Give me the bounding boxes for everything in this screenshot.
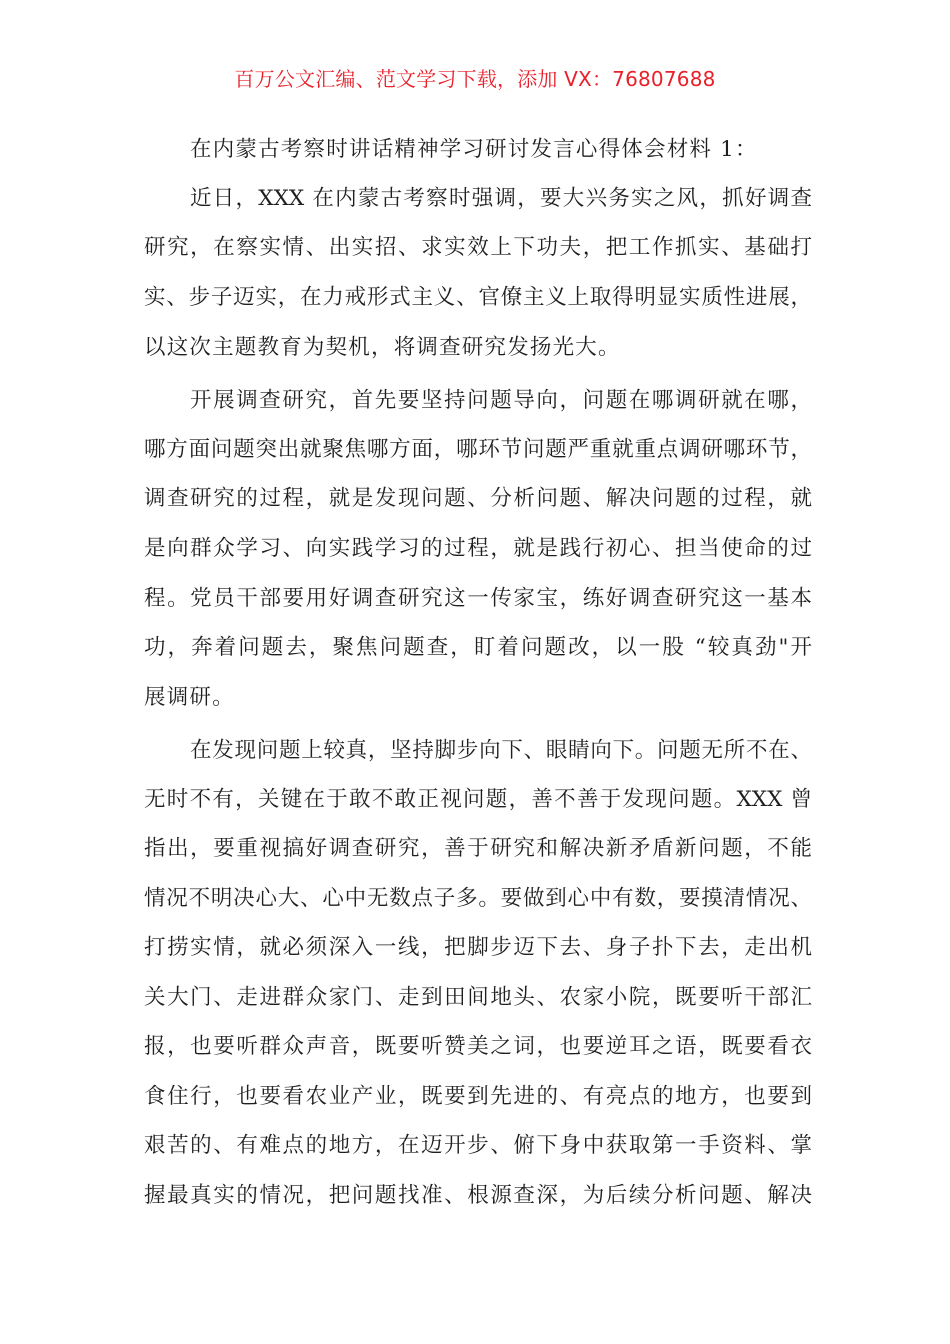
paragraph-3-line-8: 食住行，也要看农业产业，既要到先进的、有亮点的地方，也要到 <box>144 1084 812 1109</box>
paragraph-3-line-2: 无时不有，关键在于敢不敢正视问题，善不善于发现问题。XXX 曾 <box>144 787 812 812</box>
paragraph-3-line-9: 艰苦的、有难点的地方，在迈开步、俯下身中获取第一手资料、掌 <box>144 1133 812 1158</box>
paragraph-3-line-4: 情况不明决心大、心中无数点子多。要做到心中有数，要摸清情况、 <box>144 886 812 911</box>
paragraph-2-line-3: 调查研究的过程，就是发现问题、分析问题、解决问题的过程，就 <box>144 486 812 511</box>
paragraph-2-line-4: 是向群众学习、向实践学习的过程，就是践行初心、担当使命的过 <box>144 536 812 561</box>
paragraph-2-line-7: 展调研。 <box>144 685 235 710</box>
paragraph-1-line-1: 近日，XXX 在内蒙古考察时强调，要大兴务实之风，抓好调查 <box>190 186 812 211</box>
paragraph-1-line-4: 以这次主题教育为契机，将调查研究发扬光大。 <box>144 335 621 360</box>
paragraph-3-line-3: 指出，要重视搞好调查研究，善于研究和解决新矛盾新问题，不能 <box>144 836 812 861</box>
paragraph-3-line-6: 关大门、走进群众家门、走到田间地头、农家小院，既要听干部汇 <box>144 985 812 1010</box>
paragraph-2-line-5: 程。党员干部要用好调查研究这一传家宝，练好调查研究这一基本 <box>144 586 812 611</box>
paragraph-3-line-10: 握最真实的情况，把问题找准、根源查深，为后续分析问题、解决 <box>144 1183 812 1208</box>
paragraph-3-line-1: 在发现问题上较真，坚持脚步向下、眼睛向下。问题无所不在、 <box>190 738 812 763</box>
paragraph-2-line-6: 功，奔着问题去，聚焦问题查，盯着问题改，以一股 “较真劲"开 <box>144 635 812 660</box>
paragraph-1-line-3: 实、步子迈实，在力戒形式主义、官僚主义上取得明显实质性进展， <box>144 285 812 310</box>
paragraph-2-line-1: 开展调查研究，首先要坚持问题导向，问题在哪调研就在哪， <box>190 388 812 413</box>
paragraph-3-line-5: 打捞实情，就必须深入一线，把脚步迈下去、身子扑下去，走出机 <box>144 935 812 960</box>
paragraph-3-line-7: 报，也要听群众声音，既要听赞美之词，也要逆耳之语，既要看衣 <box>144 1034 812 1059</box>
promo-banner: 百万公文汇编、范文学习下载，添加 VX：76807688 <box>234 67 716 91</box>
paragraph-1-line-2: 研究，在察实情、出实招、求实效上下功夫，把工作抓实、基础打 <box>144 235 812 260</box>
paragraph-2-line-2: 哪方面问题突出就聚焦哪方面，哪环节问题严重就重点调研哪环节， <box>144 437 812 462</box>
document-title: 在内蒙古考察时讲话精神学习研讨发言心得体会材料 1： <box>190 137 758 162</box>
